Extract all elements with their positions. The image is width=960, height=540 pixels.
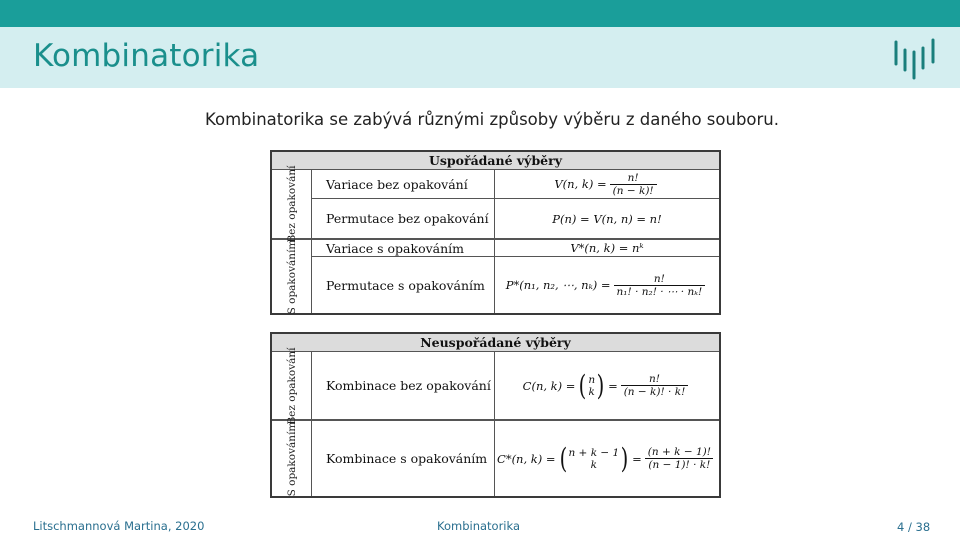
row-name: Kombinace s opakováním [312, 421, 495, 496]
ordered-selections-table [270, 150, 721, 315]
row-formula: C(n, k) = ( n k ) = $\frac{n!}{(n - k)! \cdot k!}$ [495, 352, 719, 419]
table-header: Uspořádané výběry [272, 152, 719, 170]
table-header: Neuspořádané výběry [272, 334, 719, 352]
row-formula: P(n) = V(n, n) = n! [552, 211, 662, 226]
group-label: S opakováním [285, 239, 298, 314]
group-label-cell [272, 165, 312, 243]
unordered-selections-table [270, 332, 721, 498]
group-label-cell [272, 421, 312, 496]
table-row [312, 199, 719, 238]
row-formula: V*(n, k) = nᵏ [570, 241, 644, 255]
slide-title: Kombinatorika [33, 38, 260, 74]
group-label-cell [272, 240, 312, 313]
table-group [272, 421, 719, 496]
table-group [272, 346, 719, 425]
footer-author: Litschmannová Martina, 2020 [33, 519, 205, 533]
table-row [312, 352, 719, 419]
page-number: 4 / 38 [897, 520, 931, 534]
row-formula: C*(n, k) = ( n + k − 1 k ) = $\frac{(n + k - 1)!}{(n - 1)! \cdot k!}$ [495, 421, 719, 496]
row-name: Permutace bez opakování [312, 199, 495, 238]
row-formula: V(n, k) = $\frac{n!}{(n - k)!}$ [495, 170, 719, 198]
group-label: Bez opakování [285, 346, 298, 425]
footer-topic: Kombinatorika [437, 519, 521, 533]
group-label: Bez opakování [285, 165, 298, 243]
row-name: Variace s opakováním [312, 240, 495, 256]
table-row [312, 240, 719, 257]
table-group [272, 240, 719, 313]
table-row [312, 170, 719, 199]
row-name: Permutace s opakováním [312, 257, 495, 313]
row-formula: P*(n₁, n₂, ⋯, nₖ) = $\frac{n!}{\text{n₁! · n₂! · ⋯ · nₖ!}}$ [495, 257, 719, 313]
top-accent-band [0, 0, 960, 27]
university-logo-icon [893, 38, 937, 80]
group-label-cell [272, 346, 312, 425]
table-row [312, 421, 719, 496]
table-row [312, 257, 719, 313]
table-group [272, 165, 719, 243]
intro-text: Kombinatorika se zabývá různými způsoby výběru z daného souboru. [205, 110, 780, 129]
row-name: Kombinace bez opakování [312, 352, 495, 419]
group-label: S opakováním [285, 421, 298, 496]
row-name: Variace bez opakování [312, 170, 495, 198]
